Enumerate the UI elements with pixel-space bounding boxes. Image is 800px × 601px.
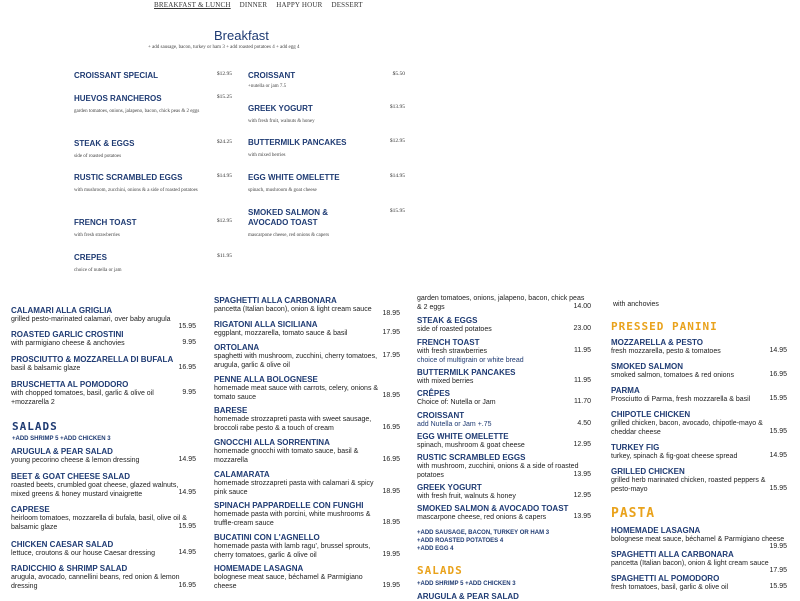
section-header-pasta: PASTA <box>611 506 656 521</box>
item-name: ROASTED GARLIC CROSTINI <box>11 330 124 339</box>
menu-item <box>611 443 791 461</box>
item-price: 9.95 <box>182 339 196 346</box>
item-desc: spinach, mushroom & goat cheese <box>417 442 525 449</box>
item-desc: bolognese meat sauce, béchamel & Parmigiano cheese <box>214 574 363 590</box>
item-desc: with mushroom, zucchini, onions & a side of roasted potatoes <box>417 463 579 479</box>
item-desc: spinach, mushroom & goat cheese <box>248 188 317 193</box>
menu-item <box>214 470 400 497</box>
top-nav <box>154 1 370 9</box>
item-name: EGG WHITE OMELETTE <box>417 432 509 441</box>
item-price: 13.95 <box>573 471 591 478</box>
page-subtitle: + add sausage, bacon, turkey or ham 3 + add roasted potatoes 4 + add egg 4 <box>148 45 300 50</box>
item-price: 16.95 <box>769 371 787 378</box>
breakfast-addon: +ADD SAUSAGE, BACON, TURKEY OR HAM 3 <box>417 530 550 536</box>
breakfast-item <box>248 71 408 91</box>
item-name: STEAK & EGGS <box>417 316 478 325</box>
item-name: RUSTIC SCRAMBLED EGGS <box>74 173 183 182</box>
item-name: STEAK & EGGS <box>74 139 135 148</box>
item-desc: pancetta (Italian bacon), onion & light cream sauce <box>611 560 769 567</box>
item-name: GREEK YOGURT <box>417 483 482 492</box>
item-price: 14.95 <box>178 549 196 556</box>
menu-item <box>214 438 400 465</box>
item-price: 11.95 <box>574 377 591 384</box>
item-price: $24.25 <box>216 139 232 145</box>
breakfast-addon: +ADD EGG 4 <box>417 546 454 552</box>
item-desc: homemade meat sauce with carrots, celery, onions & tomato sauce <box>214 385 379 401</box>
item-name: BARESE <box>214 406 248 415</box>
menu-item <box>611 550 791 574</box>
item-name: ARUGULA & PEAR SALAD <box>417 592 519 601</box>
item-price: 14.00 <box>573 303 591 310</box>
item-price: 16.95 <box>178 582 196 589</box>
item-desc: with anchovies <box>613 301 659 308</box>
breakfast-item <box>74 94 234 116</box>
menu-item <box>417 504 597 522</box>
item-name: FRENCH TOAST <box>74 218 137 227</box>
section-header-salads: SALADS <box>12 420 58 433</box>
item-price: 17.95 <box>382 352 400 359</box>
item-desc: fresh mozzarella, pesto & tomatoes <box>611 348 721 355</box>
menu-column-3 <box>400 295 600 601</box>
item-name: BUCATINI CON L'AGNELLO <box>214 533 320 542</box>
menu-column-2 <box>200 296 400 600</box>
item-desc: +nutella or jam 7.5 <box>248 84 287 89</box>
item-name: CALAMARATA <box>214 470 270 479</box>
breakfast-item <box>74 173 234 195</box>
item-price: 18.95 <box>382 392 400 399</box>
menu-item <box>611 574 791 592</box>
section-header-pressed-panini: PRESSED PANINI <box>611 320 718 333</box>
item-desc: with chopped tomatoes, basil, garlic & olive oil +mozzarella 2 <box>11 390 154 406</box>
item-name: CREPES <box>74 253 107 262</box>
menu-item <box>417 483 597 501</box>
item-desc: young pecorino cheese & lemon dressing <box>11 457 140 464</box>
item-price: 19.95 <box>382 582 400 589</box>
item-name: SPAGHETTI AL POMODORO <box>611 574 720 583</box>
item-price: $12.95 <box>216 71 232 77</box>
item-name: RIGATONI ALLA SICILIANA <box>214 320 318 329</box>
item-name: ORTOLANA <box>214 343 260 352</box>
item-desc: bolognese meat sauce, béchamel & Parmigiano cheese <box>611 536 785 543</box>
breakfast-item <box>74 139 234 161</box>
item-desc: basil & balsamic glaze <box>11 365 81 372</box>
item-name: CROISSANT <box>248 71 296 80</box>
item-desc: spaghetti with mushroom, zucchini, cherry tomatoes, arugula, garlic & olive oil <box>214 353 378 369</box>
nav-happy-hour[interactable]: HAPPY HOUR <box>276 1 323 9</box>
item-price: 12.95 <box>573 441 591 448</box>
item-name: SPAGHETTI ALLA CARBONARA <box>214 296 337 305</box>
item-price: $11.95 <box>217 253 232 259</box>
item-name: GRILLED CHICKEN <box>611 467 685 476</box>
item-desc: with fresh strawberries <box>74 233 120 238</box>
item-name: SPAGHETTI ALLA CARBONARA <box>611 550 734 559</box>
item-price: 12.95 <box>573 492 591 499</box>
menu-item <box>11 505 196 532</box>
item-desc: with mixed berries <box>248 153 286 158</box>
menu-item <box>11 355 196 373</box>
item-name: GREEK YOGURT <box>248 104 313 113</box>
item-desc: with fresh strawberries <box>417 348 488 355</box>
item-price: $15.25 <box>216 94 232 100</box>
item-name: CHIPOTLE CHICKEN <box>611 410 691 419</box>
item-desc: grilled herb marinated chicken, roasted peppers & pesto-mayo <box>611 477 766 493</box>
item-name: HUEVOS RANCHEROS <box>74 94 162 103</box>
item-name: FRENCH TOAST <box>417 338 480 347</box>
item-desc: lettuce, croutons & our house Caesar dressing <box>11 550 155 557</box>
salads-addon: +ADD SHRIMP 5 +ADD CHICKEN 3 <box>417 581 516 587</box>
item-name: SPINACH PAPPARDELLE CON FUNGHI <box>214 501 364 510</box>
item-name: ARUGULA & PEAR SALAD <box>11 447 113 456</box>
item-price: 18.95 <box>382 488 400 495</box>
menu-item <box>214 320 400 338</box>
item-price: $5.50 <box>392 71 405 77</box>
item-price: 19.95 <box>382 551 400 558</box>
menu-item <box>611 386 791 404</box>
item-price: 4.50 <box>577 420 591 427</box>
item-name: GNOCCHI ALLA SORRENTINA <box>214 438 330 447</box>
item-price: 9.95 <box>182 389 196 396</box>
nav-dessert[interactable]: DESSERT <box>331 1 363 9</box>
page-title: Breakfast <box>214 28 269 43</box>
item-name: BUTTERMILK PANCAKES <box>248 138 347 147</box>
item-desc: pancetta (Italian bacon), onion & light cream sauce <box>214 306 372 313</box>
menu-column-1 <box>0 300 200 600</box>
item-desc: with parmigiano cheese & anchovies <box>11 340 125 347</box>
item-price: 15.95 <box>769 485 787 492</box>
item-desc: add Nutella or Jam +.75 <box>417 421 492 428</box>
item-desc: smoked salmon, tomatoes & red onions <box>611 372 734 379</box>
item-name: CALAMARI ALLA GRIGLIA <box>11 306 113 315</box>
item-price: 14.95 <box>769 347 787 354</box>
menu-item <box>214 564 400 591</box>
item-name: RADICCHIO & SHRIMP SALAD <box>11 564 128 573</box>
item-name: CAPRESE <box>11 505 50 514</box>
item-desc: fresh tomatoes, basil, garlic & olive oil <box>611 584 729 591</box>
item-desc: with mushroom, zucchini, onions & a side of roasted potatoes <box>74 188 198 193</box>
item-name: CHICKEN CAESAR SALAD <box>11 540 114 549</box>
item-price: 16.95 <box>382 456 400 463</box>
breakfast-item <box>74 71 234 81</box>
item-desc: grilled chicken, bacon, avocado, chipotle-mayo & cheddar cheese <box>611 420 763 436</box>
menu-item <box>214 533 400 560</box>
nav-breakfast-lunch[interactable]: BREAKFAST & LUNCH <box>154 1 231 9</box>
item-name: BEET & GOAT CHEESE SALAD <box>11 472 130 481</box>
item-desc: choice of nutella or jam <box>74 268 122 273</box>
item-price: $12.95 <box>389 138 405 144</box>
item-price: $14.95 <box>216 173 232 179</box>
item-desc: with mixed berries <box>417 378 474 385</box>
item-name: PROSCIUTTO & MOZZARELLA DI BUFALA <box>11 355 174 364</box>
item-price: 15.95 <box>769 395 787 402</box>
item-price: 17.95 <box>769 567 787 574</box>
menu-item <box>611 410 791 437</box>
item-name: SMOKED SALMON & AVOCADO TOAST <box>248 208 328 227</box>
menu-item <box>417 389 597 407</box>
item-price: 11.70 <box>574 398 591 405</box>
breakfast-item <box>74 218 234 240</box>
item-name: PARMA <box>611 386 640 395</box>
menu-item <box>11 564 196 591</box>
item-desc: homemade pasta with lamb ragu', brussel sprouts, cherry tomatoes, garlic & olive oil <box>214 543 371 559</box>
item-name: TURKEY FIG <box>611 443 660 452</box>
menu-item <box>417 592 597 601</box>
item-desc: roasted beets, crumbled goat cheese, glazed walnuts, mixed greens & honey mustard vinaigrette <box>11 482 179 498</box>
item-desc: homemade gnocchi with tomato sauce, basil & mozzarella <box>214 448 359 464</box>
menu-item <box>11 380 196 407</box>
item-desc: garden tomatoes, onions, jalapeno, bacon, chick peas & 2 eggs <box>74 109 200 114</box>
menu-item <box>417 316 597 334</box>
item-name: HOMEMADE LASAGNA <box>214 564 304 573</box>
menu-item <box>11 306 196 330</box>
item-name: BUTTERMILK PANCAKES <box>417 368 516 377</box>
item-price: 11.95 <box>574 347 591 354</box>
menu-item <box>417 368 597 386</box>
item-price: $15.95 <box>389 208 405 214</box>
breakfast-item <box>74 253 234 275</box>
item-desc: Prosciutto di Parma, fresh mozzarella & basil <box>611 396 751 403</box>
breakfast-item <box>248 138 408 160</box>
item-price: 14.95 <box>769 452 787 459</box>
item-price: 14.95 <box>178 489 196 496</box>
item-price: 18.95 <box>382 519 400 526</box>
menu-item <box>417 294 597 312</box>
menu-item <box>214 375 400 402</box>
item-desc: grilled pesto-marinated calamari, over baby arugula <box>11 316 171 323</box>
item-name: RUSTIC SCRAMBLED EGGS <box>417 453 526 462</box>
menu-item <box>11 330 196 348</box>
breakfast-item <box>248 104 408 126</box>
item-desc: Choice of: Nutella or Jam <box>417 399 496 406</box>
menu-item <box>611 338 791 356</box>
item-price: 23.00 <box>573 325 591 332</box>
item-price: 14.95 <box>178 456 196 463</box>
item-price: 17.95 <box>382 329 400 336</box>
item-desc: homemade pasta with porcini, white mushrooms & truffle-cream sauce <box>214 511 371 527</box>
menu-item <box>214 343 400 370</box>
item-name: MOZZARELLA & PESTO <box>611 338 703 347</box>
menu-item <box>417 432 597 450</box>
menu-column-4 <box>600 300 800 600</box>
nav-dinner[interactable]: DINNER <box>239 1 268 9</box>
item-price: $12.95 <box>216 218 232 224</box>
menu-item <box>417 411 597 429</box>
item-desc: homemade strozzapreti pasta with sweet sausage, broccoli rabe pesto & a touch of cream <box>214 416 372 432</box>
item-name: CRÊPES <box>417 389 450 398</box>
item-desc: with fresh fruit, walnuts & honey <box>417 493 516 500</box>
item-desc: arugula, avocado, cannellini beans, red onion & lemon dressing <box>11 574 180 590</box>
menu-item <box>613 300 793 309</box>
item-desc: garden tomatoes, onions, jalapeno, bacon, chick peas & 2 eggs <box>417 295 585 311</box>
item-price: $14.95 <box>389 173 405 179</box>
item-price: $13.95 <box>389 104 405 110</box>
item-price: 18.95 <box>382 310 400 317</box>
menu-item <box>611 362 791 380</box>
item-name: HOMEMADE LASAGNA <box>611 526 701 535</box>
salads-addon: +ADD SHRIMP 5 +ADD CHICKEN 3 <box>12 436 111 442</box>
menu-item <box>214 501 400 528</box>
menu-item <box>214 296 400 317</box>
menu-item <box>611 467 791 494</box>
breakfast-addon: +ADD ROASTED POTATOES 4 <box>417 538 504 544</box>
item-desc: mascarpone cheese, red onions & capers <box>248 233 330 238</box>
item-name: SMOKED SALMON <box>611 362 683 371</box>
item-name: CROISSANT SPECIAL <box>74 71 159 80</box>
menu-item <box>611 526 791 550</box>
item-price: 15.95 <box>178 323 196 330</box>
item-desc: side of roasted potatoes <box>74 154 122 159</box>
menu-item <box>11 472 196 499</box>
menu-item <box>11 447 196 465</box>
menu-item <box>417 453 597 480</box>
item-desc: with fresh fruit, walnuts & honey <box>248 119 315 124</box>
item-desc: homemade strozzapreti pasta with calamari & spicy pink sauce <box>214 480 374 496</box>
section-header-salads: SALADS <box>417 564 463 577</box>
menu-item <box>214 406 400 433</box>
item-price: 15.95 <box>178 523 196 530</box>
item-name: EGG WHITE OMELETTE <box>248 173 340 182</box>
item-desc: turkey, spinach & fig-goat cheese spread <box>611 453 738 460</box>
item-desc: eggplant, mozzarella, tomato sauce & basil <box>214 330 348 337</box>
menu-item <box>11 540 196 558</box>
item-desc: mascarpone cheese, red onions & capers <box>417 514 547 521</box>
breakfast-item <box>248 173 408 195</box>
item-desc: side of roasted potatoes <box>417 326 492 333</box>
item-name: PENNE ALLA BOLOGNESE <box>214 375 318 384</box>
item-desc-note: choice of multigrain or white bread <box>417 357 524 364</box>
item-price: 16.95 <box>382 424 400 431</box>
item-name: CROISSANT <box>417 411 465 420</box>
item-desc: heirloom tomatoes, mozzarella di bufala, basil, olive oil & balsamic glaze <box>11 515 187 531</box>
item-price: 16.95 <box>178 364 196 371</box>
item-price: 13.95 <box>573 513 591 520</box>
item-price: 15.95 <box>769 428 787 435</box>
menu-item <box>417 338 597 365</box>
item-price: 15.95 <box>769 583 787 590</box>
item-name: SMOKED SALMON & AVOCADO TOAST <box>417 504 569 513</box>
item-name: BRUSCHETTA AL POMODORO <box>11 380 129 389</box>
breakfast-item <box>248 208 408 240</box>
item-price: 19.95 <box>769 543 787 550</box>
